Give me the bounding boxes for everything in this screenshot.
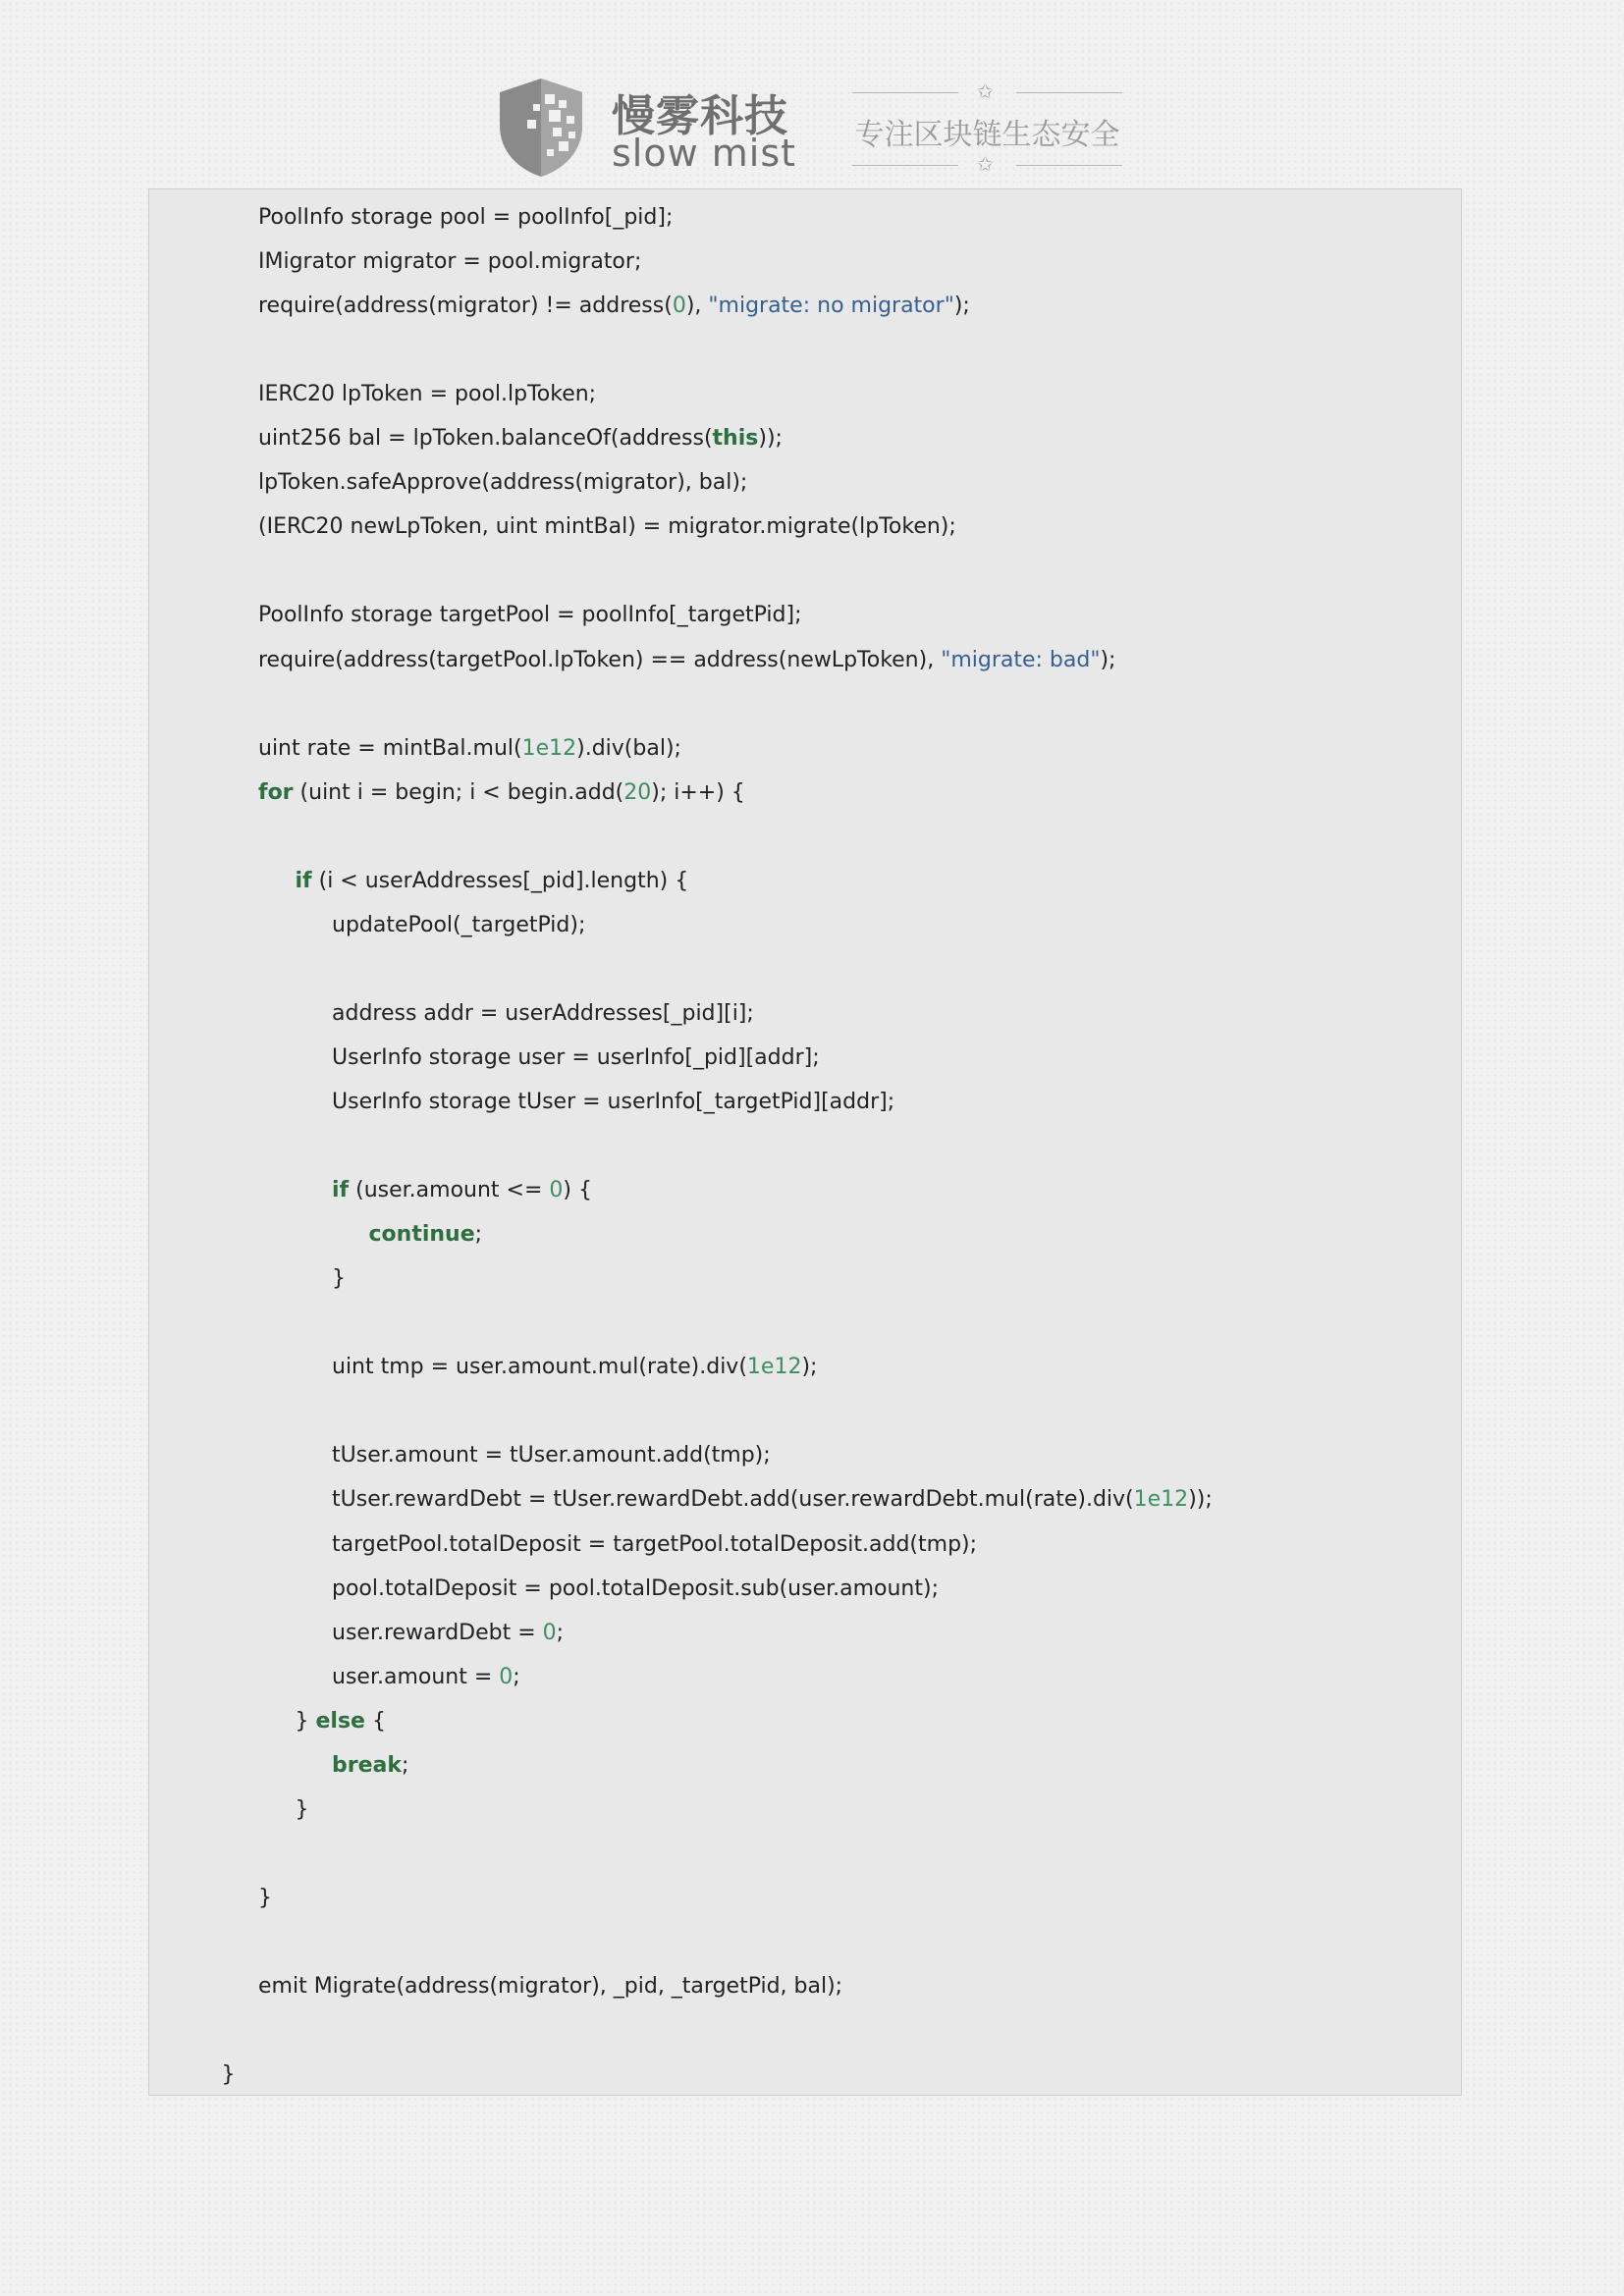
code-line (332, 1264, 346, 1294)
code-line (332, 1619, 564, 1648)
code-text: ; (513, 1664, 520, 1689)
code-line (258, 646, 1115, 675)
code-line (258, 512, 956, 542)
code-text: IMigrator migrator = pool.migrator; (258, 249, 642, 275)
code-block (148, 188, 1462, 2096)
code-text: } (332, 1266, 346, 1292)
code-keyword: continue (368, 1222, 475, 1248)
code-line (332, 1353, 817, 1382)
code-text: uint256 bal = lpToken.balanceOf(address( (258, 426, 713, 452)
code-line (332, 1663, 520, 1692)
tagline-divider (852, 165, 958, 166)
shield-logo-icon (494, 77, 588, 179)
code-text: ); i++) { (651, 779, 745, 805)
code-text: updatePool(_targetPid); (332, 912, 586, 937)
code-text: tUser.amount = tUser.amount.add(tmp); (332, 1443, 771, 1468)
code-number: 1e12 (521, 735, 577, 761)
code-text: ) { (563, 1178, 592, 1203)
code-text: ; (556, 1620, 565, 1645)
code-number: 0 (549, 1178, 564, 1203)
code-line (258, 1884, 272, 1913)
code-keyword: break (332, 1752, 402, 1778)
code-text: UserInfo storage tUser = userInfo[_targetPid][addr]; (332, 1090, 895, 1114)
code-text: user.rewardDebt = (332, 1620, 543, 1645)
tagline: 专注区块链生态安全 (854, 118, 1120, 152)
code-text: ); (953, 294, 970, 319)
code-text: require(address(migrator) != address( (258, 294, 673, 319)
code-text: PoolInfo storage targetPool = poolInfo[_targetPid]; (258, 603, 802, 628)
code-text: (user.amount <= (349, 1178, 550, 1203)
code-line (332, 1575, 939, 1604)
code-text: { (364, 1708, 386, 1734)
page-header (0, 0, 1624, 187)
code-line (296, 867, 689, 896)
code-line (332, 911, 585, 940)
code-line (258, 247, 641, 277)
code-text: IERC20 lpToken = pool.lpToken; (258, 382, 597, 407)
logo-english-name: slow mist (612, 132, 797, 175)
code-number: 1e12 (1133, 1487, 1189, 1513)
code-text: ), (685, 294, 709, 319)
code-number: 20 (623, 779, 652, 805)
code-text: )); (1188, 1487, 1213, 1513)
code-text: ); (801, 1355, 818, 1380)
code-text: tUser.rewardDebt = tUser.rewardDebt.add(user.rewardDebt.mul(rate).div( (332, 1487, 1134, 1513)
code-line (258, 468, 747, 498)
code-number: 0 (542, 1620, 557, 1645)
code-text: targetPool.totalDeposit = targetPool.totalDeposit.add(tmp); (332, 1531, 978, 1557)
code-line (222, 2060, 236, 2090)
code-line (296, 1795, 309, 1825)
code-keyword: this (712, 426, 759, 452)
code-text: UserInfo storage user = userInfo[_pid][addr]; (332, 1044, 820, 1070)
code-line (258, 203, 673, 233)
code-line (258, 601, 802, 630)
code-line (332, 999, 754, 1029)
code-string: "migrate: no migrator" (708, 294, 954, 319)
code-text: } (258, 1885, 272, 1910)
code-number: 0 (499, 1664, 514, 1689)
code-text: (i < userAddresses[_pid].length) { (311, 868, 689, 893)
code-number: 1e12 (746, 1355, 802, 1380)
code-line (332, 1088, 894, 1117)
star-icon: ✩ (977, 152, 994, 176)
code-text: ).div(bal); (576, 735, 681, 761)
code-text: uint rate = mintBal.mul( (258, 735, 522, 761)
code-text: ; (474, 1222, 483, 1248)
slowmist-logo (494, 77, 798, 179)
code-number: 0 (672, 294, 686, 319)
code-line (332, 1751, 408, 1781)
code-line (332, 1485, 1213, 1515)
code-keyword: else (315, 1708, 365, 1734)
code-text: (uint i = begin; i < begin.add( (293, 779, 624, 805)
logo-chinese-name: 慢雾科技 (612, 91, 788, 141)
code-text: lpToken.safeApprove(address(migrator), bal); (258, 470, 748, 496)
code-text: PoolInfo storage pool = poolInfo[_pid]; (258, 205, 674, 230)
tagline-block (852, 79, 1122, 177)
code-line (258, 778, 745, 808)
code-keyword: if (332, 1178, 350, 1203)
code-text: uint tmp = user.amount.mul(rate).div( (332, 1355, 747, 1380)
code-text: emit Migrate(address(migrator), _pid, _targetPid, bal); (258, 1974, 843, 1999)
tagline-divider (1016, 92, 1122, 93)
code-line (258, 424, 783, 454)
code-line (332, 1530, 977, 1560)
code-text: address addr = userAddresses[_pid][i]; (332, 1000, 754, 1026)
code-text: (IERC20 newLpToken, uint mintBal) = migrator.migrate(lpToken); (258, 514, 956, 540)
code-line (258, 292, 970, 321)
code-keyword: if (295, 868, 312, 893)
code-line (258, 1972, 842, 2002)
code-text: } (295, 1708, 316, 1734)
code-text: ; (402, 1752, 409, 1778)
tagline-divider (1016, 165, 1122, 166)
code-line (258, 380, 596, 409)
code-text: } (295, 1796, 309, 1822)
code-text: user.amount = (332, 1664, 500, 1689)
code-text: } (221, 2062, 236, 2088)
code-keyword: for (258, 779, 294, 805)
code-line (258, 734, 681, 764)
tagline-divider (852, 92, 958, 93)
code-line (332, 1176, 592, 1205)
code-line (369, 1220, 483, 1250)
code-line (296, 1707, 386, 1736)
star-icon: ✩ (977, 80, 994, 103)
code-text: require(address(targetPool.lpToken) == address(newLpToken), (258, 647, 942, 672)
code-line (332, 1043, 820, 1073)
code-string: "migrate: bad" (941, 647, 1101, 672)
code-text: pool.totalDeposit = pool.totalDeposit.sub(user.amount); (332, 1575, 939, 1601)
code-line (332, 1441, 771, 1470)
code-text: )); (758, 426, 783, 452)
code-text: ); (1100, 647, 1116, 672)
